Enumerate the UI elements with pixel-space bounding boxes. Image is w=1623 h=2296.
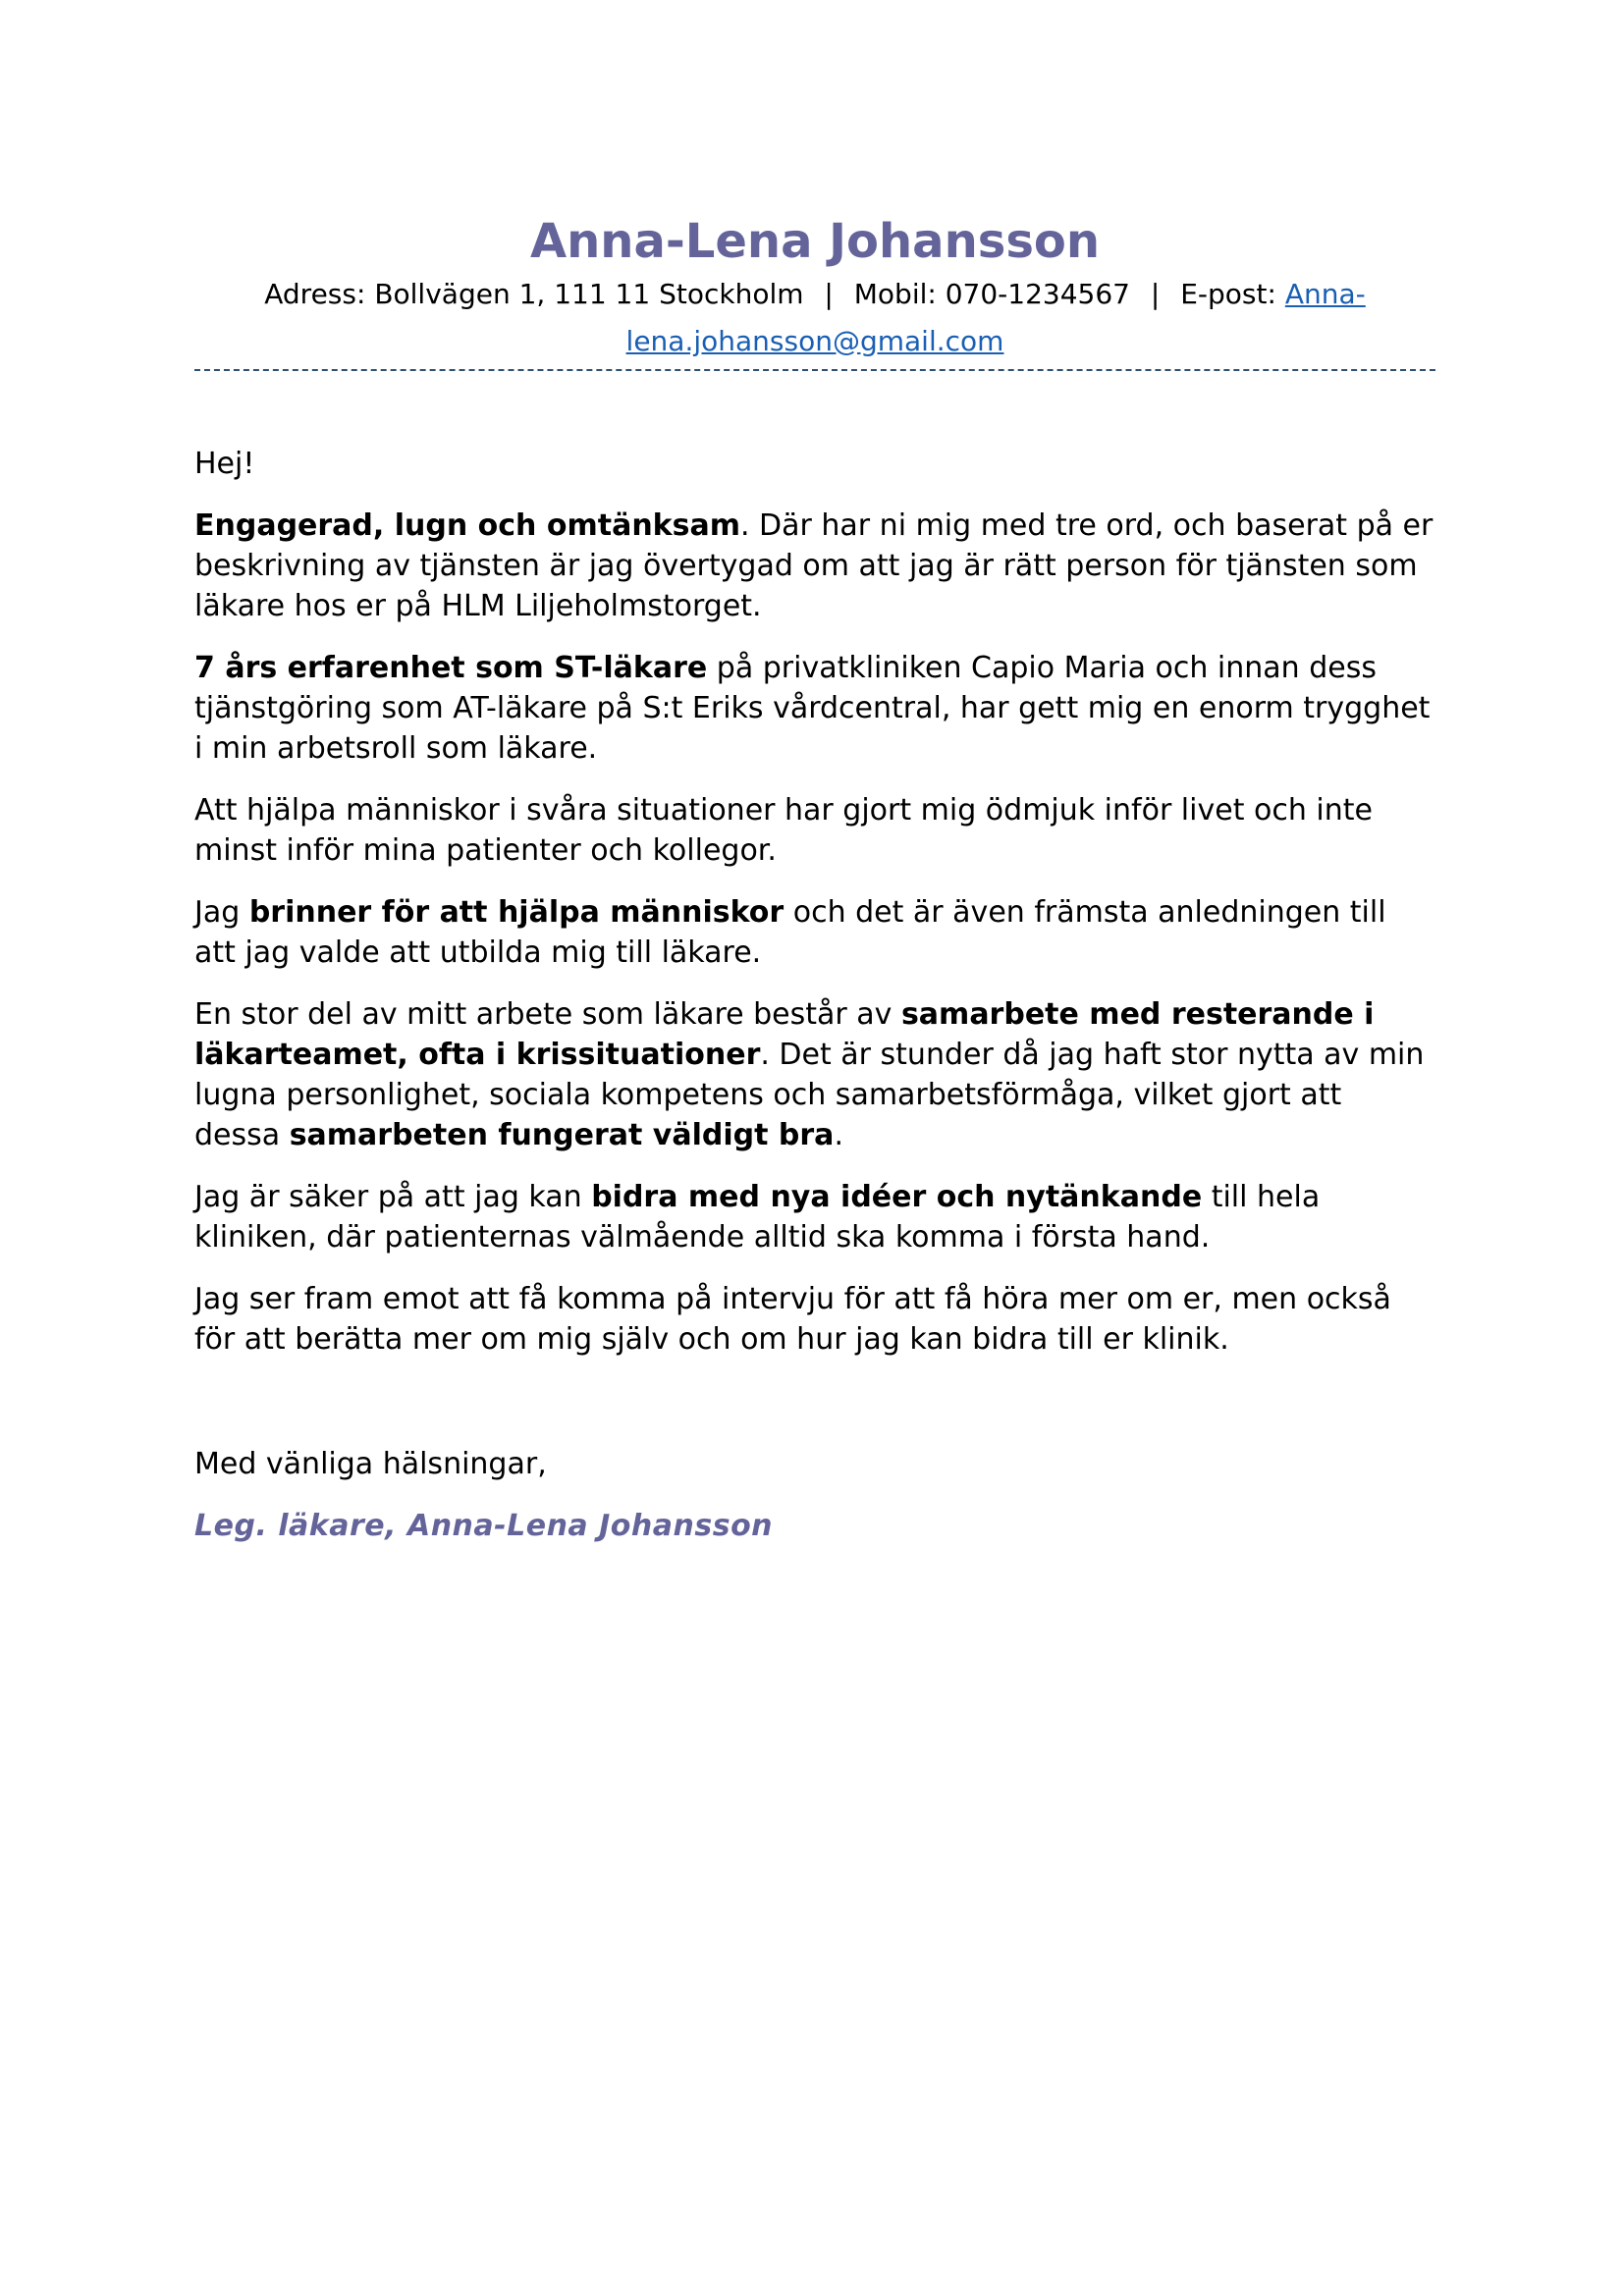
closing: Med vänliga hälsningar,	[194, 1446, 547, 1481]
paragraph-text: . Där har ni mig med tre ord, och baserat på er beskrivning av tjänsten är jag övertygad om att jag är rätt person för tjänsten som läkare hos er på HLM Liljeholmstorget.	[194, 507, 1434, 623]
header-divider	[194, 369, 1435, 371]
paragraph-ideas	[194, 1177, 1435, 1257]
letter-body	[194, 444, 1435, 1546]
email-label: E-post:	[1180, 277, 1276, 310]
separator: |	[824, 277, 834, 310]
separator: |	[1150, 277, 1161, 310]
phone-value: 070-1234567	[945, 277, 1130, 310]
paragraph-humility: Att hjälpa människor i svåra situationer har gjort mig ödmjuk inför livet och inte minst inför mina patienter och kollegor.	[194, 792, 1373, 868]
address-value: Bollvägen 1, 111 11 Stockholm	[374, 277, 804, 310]
paragraph-text: Jag	[194, 894, 249, 930]
paragraph-text: på privatkliniken Capio Maria och innan dess tjänstgöring som AT-läkare på S:t Eriks vårdcentral, har gett mig en enorm trygghet i min arbetsroll som läkare.	[194, 650, 1431, 766]
address-label: Adress:	[264, 277, 366, 310]
paragraph-text: till hela kliniken, där patienternas välmående alltid ska komma i första hand.	[194, 1179, 1321, 1255]
bold-phrase: brinner för att hjälpa människor	[248, 894, 784, 930]
sender-name: Anna-Lena Johansson	[529, 214, 1101, 269]
paragraph-text: Jag är säker på att jag kan	[194, 1179, 592, 1214]
greeting: Hej!	[194, 446, 255, 481]
phone-label: Mobil:	[853, 277, 937, 310]
bold-phrase: samarbete med resterande i läkarteamet, ofta i krissituationer	[194, 996, 1375, 1072]
paragraph-passion	[194, 892, 1435, 973]
bold-phrase: samarbeten fungerat väldigt bra	[289, 1117, 835, 1152]
letter-header	[194, 214, 1435, 371]
bold-phrase: 7 års erfarenhet som ST-läkare	[194, 650, 708, 685]
bold-phrase: bidra med nya idéer och nytänkande	[591, 1179, 1203, 1214]
paragraph-teamwork	[194, 994, 1435, 1155]
paragraph-text: . Det är stunder då jag haft stor nytta av min lugna personlighet, sociala kompetens och samarbetsförmåga, vilket gjort att dessa	[194, 1037, 1425, 1152]
paragraph-experience	[194, 648, 1435, 769]
paragraph-intro	[194, 506, 1435, 626]
paragraph-interview: Jag ser fram emot att få komma på intervju för att få höra mer om er, men också för att berätta mer om mig själv och om hur jag kan bidra till er klinik.	[194, 1281, 1391, 1357]
bold-phrase: Engagerad, lugn och omtänksam	[194, 507, 740, 543]
email-link[interactable]: Anna-lena.johansson@gmail.com	[625, 277, 1366, 357]
letter-page	[194, 214, 1435, 1568]
paragraph-text: En stor del av mitt arbete som läkare består av	[194, 996, 901, 1032]
paragraph-text: och det är även främsta anledningen till att jag valde att utbilda mig till läkare.	[194, 894, 1386, 970]
contact-line	[194, 271, 1435, 365]
paragraph-text: .	[834, 1117, 843, 1152]
signature: Leg. läkare, Anna-Lena Johansson	[194, 1508, 774, 1543]
